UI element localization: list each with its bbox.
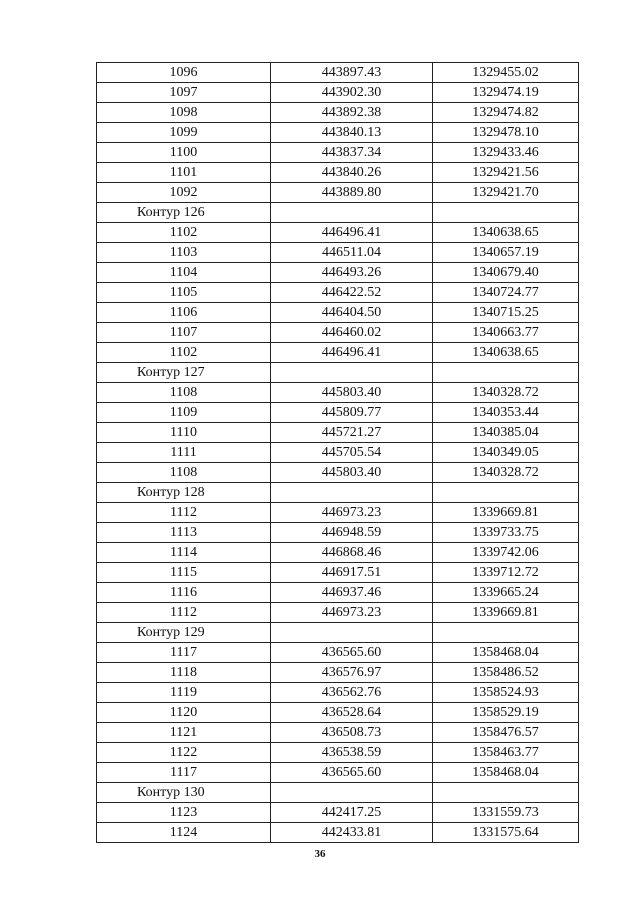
x-coordinate-cell: 446511.04	[271, 243, 433, 263]
table-row	[97, 223, 579, 243]
y-coordinate-cell: 1358463.77	[433, 743, 579, 763]
y-coordinate-cell: 1329478.10	[433, 123, 579, 143]
table-row	[97, 263, 579, 283]
point-id-cell: 1115	[97, 563, 271, 583]
point-id-cell: 1117	[97, 643, 271, 663]
x-coordinate-cell: 446404.50	[271, 303, 433, 323]
table-row	[97, 503, 579, 523]
y-coordinate-cell: 1340385.04	[433, 423, 579, 443]
x-coordinate-cell: 446460.02	[271, 323, 433, 343]
x-coordinate-cell: 446496.41	[271, 343, 433, 363]
x-coordinate-cell: 445809.77	[271, 403, 433, 423]
y-coordinate-cell: 1340328.72	[433, 463, 579, 483]
x-coordinate-cell: 442417.25	[271, 803, 433, 823]
empty-cell-y	[433, 483, 579, 503]
table-row	[97, 543, 579, 563]
y-coordinate-cell: 1340663.77	[433, 323, 579, 343]
point-id-cell: 1118	[97, 663, 271, 683]
table-row	[97, 83, 579, 103]
point-id-cell: 1124	[97, 823, 271, 843]
point-id-cell: 1114	[97, 543, 271, 563]
y-coordinate-cell: 1331559.73	[433, 803, 579, 823]
table-row	[97, 123, 579, 143]
y-coordinate-cell: 1329433.46	[433, 143, 579, 163]
x-coordinate-cell: 445721.27	[271, 423, 433, 443]
y-coordinate-cell: 1339669.81	[433, 603, 579, 623]
table-row	[97, 683, 579, 703]
table-row	[97, 143, 579, 163]
x-coordinate-cell: 446422.52	[271, 283, 433, 303]
y-coordinate-cell: 1340349.05	[433, 443, 579, 463]
table-row	[97, 183, 579, 203]
table-row	[97, 243, 579, 263]
point-id-cell: 1113	[97, 523, 271, 543]
x-coordinate-cell: 446937.46	[271, 583, 433, 603]
point-id-cell: 1122	[97, 743, 271, 763]
table-row	[97, 383, 579, 403]
x-coordinate-cell: 446948.59	[271, 523, 433, 543]
x-coordinate-cell: 436538.59	[271, 743, 433, 763]
point-id-cell: 1096	[97, 63, 271, 83]
y-coordinate-cell: 1329421.56	[433, 163, 579, 183]
table-row	[97, 283, 579, 303]
point-id-cell: 1107	[97, 323, 271, 343]
contour-heading: Контур 128	[97, 483, 271, 503]
x-coordinate-cell: 436528.64	[271, 703, 433, 723]
table-row	[97, 583, 579, 603]
point-id-cell: 1102	[97, 223, 271, 243]
x-coordinate-cell: 436562.76	[271, 683, 433, 703]
x-coordinate-cell: 436565.60	[271, 643, 433, 663]
empty-cell-x	[271, 363, 433, 383]
contour-heading-row	[97, 623, 579, 643]
y-coordinate-cell: 1358486.52	[433, 663, 579, 683]
y-coordinate-cell: 1340715.25	[433, 303, 579, 323]
point-id-cell: 1111	[97, 443, 271, 463]
y-coordinate-cell: 1339733.75	[433, 523, 579, 543]
empty-cell-x	[271, 203, 433, 223]
point-id-cell: 1117	[97, 763, 271, 783]
x-coordinate-cell: 436508.73	[271, 723, 433, 743]
y-coordinate-cell: 1340679.40	[433, 263, 579, 283]
page-number: 36	[314, 848, 326, 860]
empty-cell-y	[433, 783, 579, 803]
y-coordinate-cell: 1339712.72	[433, 563, 579, 583]
contour-heading: Контур 127	[97, 363, 271, 383]
contour-heading: Контур 129	[97, 623, 271, 643]
point-id-cell: 1098	[97, 103, 271, 123]
table-row	[97, 423, 579, 443]
x-coordinate-cell: 445705.54	[271, 443, 433, 463]
y-coordinate-cell: 1339669.81	[433, 503, 579, 523]
x-coordinate-cell: 443840.13	[271, 123, 433, 143]
table-row	[97, 463, 579, 483]
empty-cell-x	[271, 623, 433, 643]
empty-cell-x	[271, 483, 433, 503]
point-id-cell: 1106	[97, 303, 271, 323]
point-id-cell: 1097	[97, 83, 271, 103]
point-id-cell: 1100	[97, 143, 271, 163]
empty-cell-x	[271, 783, 433, 803]
table-row	[97, 723, 579, 743]
y-coordinate-cell: 1329474.19	[433, 83, 579, 103]
point-id-cell: 1116	[97, 583, 271, 603]
table-row	[97, 523, 579, 543]
x-coordinate-cell: 446917.51	[271, 563, 433, 583]
contour-heading-row	[97, 783, 579, 803]
x-coordinate-cell: 446493.26	[271, 263, 433, 283]
y-coordinate-cell: 1339742.06	[433, 543, 579, 563]
table-row	[97, 743, 579, 763]
table-row	[97, 343, 579, 363]
y-coordinate-cell: 1329474.82	[433, 103, 579, 123]
point-id-cell: 1110	[97, 423, 271, 443]
x-coordinate-cell: 445803.40	[271, 383, 433, 403]
table-row	[97, 443, 579, 463]
point-id-cell: 1123	[97, 803, 271, 823]
x-coordinate-cell: 443902.30	[271, 83, 433, 103]
y-coordinate-cell: 1340638.65	[433, 343, 579, 363]
table-row	[97, 643, 579, 663]
table-row	[97, 803, 579, 823]
x-coordinate-cell: 443837.34	[271, 143, 433, 163]
y-coordinate-cell: 1339665.24	[433, 583, 579, 603]
point-id-cell: 1108	[97, 383, 271, 403]
y-coordinate-cell: 1358524.93	[433, 683, 579, 703]
point-id-cell: 1092	[97, 183, 271, 203]
contour-heading-row	[97, 363, 579, 383]
point-id-cell: 1105	[97, 283, 271, 303]
table-row	[97, 103, 579, 123]
x-coordinate-cell: 445803.40	[271, 463, 433, 483]
point-id-cell: 1108	[97, 463, 271, 483]
table-row	[97, 823, 579, 843]
coordinates-table-body	[97, 63, 579, 843]
y-coordinate-cell: 1340638.65	[433, 223, 579, 243]
table-row	[97, 403, 579, 423]
point-id-cell: 1121	[97, 723, 271, 743]
point-id-cell: 1102	[97, 343, 271, 363]
point-id-cell: 1120	[97, 703, 271, 723]
contour-heading-row	[97, 203, 579, 223]
x-coordinate-cell: 443889.80	[271, 183, 433, 203]
y-coordinate-cell: 1329421.70	[433, 183, 579, 203]
x-coordinate-cell: 436576.97	[271, 663, 433, 683]
table-row	[97, 163, 579, 183]
x-coordinate-cell: 442433.81	[271, 823, 433, 843]
empty-cell-y	[433, 623, 579, 643]
point-id-cell: 1104	[97, 263, 271, 283]
table-row	[97, 563, 579, 583]
point-id-cell: 1112	[97, 503, 271, 523]
coordinates-table	[96, 62, 579, 843]
y-coordinate-cell: 1340657.19	[433, 243, 579, 263]
y-coordinate-cell: 1331575.64	[433, 823, 579, 843]
table-row	[97, 703, 579, 723]
point-id-cell: 1109	[97, 403, 271, 423]
contour-heading-row	[97, 483, 579, 503]
table-row	[97, 603, 579, 623]
y-coordinate-cell: 1358476.57	[433, 723, 579, 743]
empty-cell-y	[433, 203, 579, 223]
y-coordinate-cell: 1358468.04	[433, 643, 579, 663]
y-coordinate-cell: 1340724.77	[433, 283, 579, 303]
y-coordinate-cell: 1329455.02	[433, 63, 579, 83]
x-coordinate-cell: 443897.43	[271, 63, 433, 83]
x-coordinate-cell: 436565.60	[271, 763, 433, 783]
y-coordinate-cell: 1358529.19	[433, 703, 579, 723]
point-id-cell: 1112	[97, 603, 271, 623]
y-coordinate-cell: 1358468.04	[433, 763, 579, 783]
point-id-cell: 1103	[97, 243, 271, 263]
point-id-cell: 1099	[97, 123, 271, 143]
y-coordinate-cell: 1340353.44	[433, 403, 579, 423]
x-coordinate-cell: 443840.26	[271, 163, 433, 183]
x-coordinate-cell: 446973.23	[271, 503, 433, 523]
table-row	[97, 663, 579, 683]
point-id-cell: 1101	[97, 163, 271, 183]
x-coordinate-cell: 443892.38	[271, 103, 433, 123]
x-coordinate-cell: 446973.23	[271, 603, 433, 623]
contour-heading: Контур 130	[97, 783, 271, 803]
x-coordinate-cell: 446868.46	[271, 543, 433, 563]
point-id-cell: 1119	[97, 683, 271, 703]
x-coordinate-cell: 446496.41	[271, 223, 433, 243]
table-row	[97, 763, 579, 783]
y-coordinate-cell: 1340328.72	[433, 383, 579, 403]
table-row	[97, 303, 579, 323]
contour-heading: Контур 126	[97, 203, 271, 223]
table-row	[97, 63, 579, 83]
table-row	[97, 323, 579, 343]
empty-cell-y	[433, 363, 579, 383]
